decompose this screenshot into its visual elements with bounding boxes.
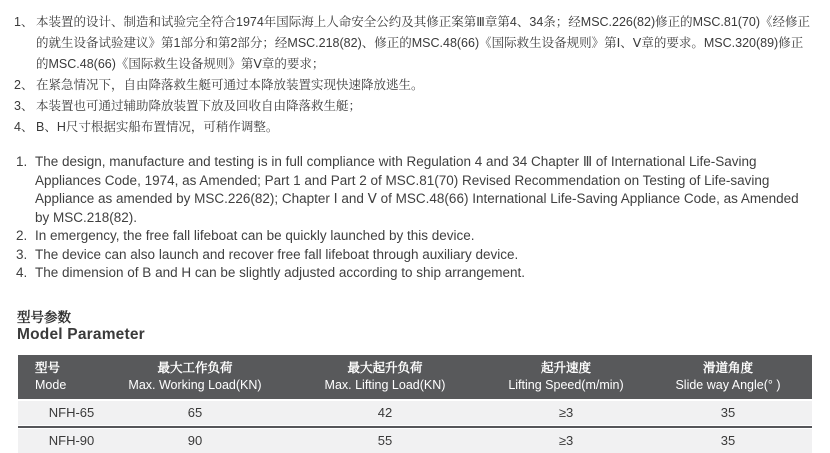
note-item-zh-4	[12, 117, 814, 138]
section-heading	[17, 310, 814, 344]
cell-mode: NFH-90	[48, 433, 95, 448]
table-row-divider	[18, 426, 812, 428]
cell-lifting-speed: ≥3	[558, 433, 574, 448]
column-header-lifting-load	[282, 360, 488, 393]
column-header-lifting-speed	[488, 360, 644, 393]
note-number: 2、	[14, 78, 34, 92]
note-text: The design, manufacture and testing is in full compliance with Regulation 4 and 34 Chapter Ⅲ of International Life-Saving Appliances Code, 1974, as Amended; Part 1 and Part 2 of MSC.81(70) Revised Recommendation on Testing of Life-saving Appliance as amended by MSC.226(82); Chapter Ⅰ and Ⅴ of MSC.48(66) International Life-Saving Appliance Code, as Amended by MSC.218(82).	[35, 154, 799, 225]
note-number: 3、	[14, 99, 34, 113]
column-header-zh: 最大起升负荷	[347, 360, 423, 375]
cell-lifting-load: 42	[377, 405, 393, 420]
column-header-en: Max. Lifting Load(KN)	[324, 377, 446, 392]
note-number: 4.	[16, 265, 28, 280]
cell-working-load: 90	[187, 433, 203, 448]
column-header-zh: 型号	[35, 360, 61, 375]
cell-working-load: 65	[187, 405, 203, 420]
column-header-en: Lifting Speed(m/min)	[508, 377, 624, 392]
note-text: 本装置的设计、制造和试验完全符合1974年国际海上人命安全公约及其修正案第Ⅲ章第4、34条；经MSC.226(82)修正的MSC.81(70)《经修正的就生设备试验建议》第1部分和第2部分；经MSC.218(82)、修正的MSC.48(66)《国际救生设备规则》第Ⅰ、Ⅴ章的要求。MSC.320(89)修正的MSC.48(66)《国际救生设备规则》第Ⅴ章的要求；	[36, 15, 811, 71]
note-item-en-3	[12, 246, 814, 265]
note-number: 1.	[16, 154, 28, 169]
notes-list-english	[12, 153, 814, 283]
note-number: 4、	[14, 120, 34, 134]
note-text: In emergency, the free fall lifeboat can be quickly launched by this device.	[35, 228, 475, 243]
table-body	[18, 401, 812, 453]
column-header-working-load	[108, 360, 282, 393]
column-header-mode	[18, 360, 108, 393]
column-header-en: Slide way Angle(° )	[675, 377, 781, 392]
section-title-chinese: 型号参数	[17, 309, 71, 325]
cell-mode: NFH-65	[48, 405, 95, 420]
note-item-zh-1	[12, 12, 814, 75]
note-item-zh-2	[12, 75, 814, 96]
note-text: The dimension of B and H can be slightly adjusted according to ship arrangement.	[35, 265, 526, 280]
section-title-english: Model Parameter	[17, 325, 145, 343]
column-header-en: Max. Working Load(KN)	[128, 377, 262, 392]
note-item-en-1	[12, 153, 814, 227]
column-header-zh: 滑道角度	[702, 360, 753, 375]
model-parameter-table	[18, 355, 812, 453]
note-item-zh-3	[12, 96, 814, 117]
note-item-en-4	[12, 264, 814, 283]
note-text: 在紧急情况下，自由降落救生艇可通过本降放装置实现快速降放逃生。	[36, 78, 424, 92]
notes-list-chinese	[12, 12, 814, 138]
table-row-nfh-90	[18, 429, 812, 453]
note-text: B、H尺寸根据实船布置情况，可稍作调整。	[36, 120, 279, 134]
table-header-row	[18, 355, 812, 399]
column-header-slide-angle	[644, 360, 812, 393]
cell-slide-angle: 35	[720, 405, 736, 420]
note-number: 2.	[16, 228, 28, 243]
table-row-nfh-65	[18, 401, 812, 425]
column-header-zh: 起升速度	[540, 360, 591, 375]
cell-slide-angle: 35	[720, 433, 736, 448]
column-header-zh: 最大工作负荷	[157, 360, 233, 375]
cell-lifting-load: 55	[377, 433, 393, 448]
cell-lifting-speed: ≥3	[558, 405, 574, 420]
note-number: 3.	[16, 246, 28, 262]
note-text: 本装置也可通过辅助降放装置下放及回收自由降落救生艇；	[36, 99, 362, 113]
note-number: 1、	[14, 15, 34, 29]
note-text: The device can also launch and recover free fall lifeboat through auxiliary device.	[35, 246, 519, 262]
column-header-en: Mode	[35, 377, 67, 392]
note-item-en-2	[12, 227, 814, 246]
